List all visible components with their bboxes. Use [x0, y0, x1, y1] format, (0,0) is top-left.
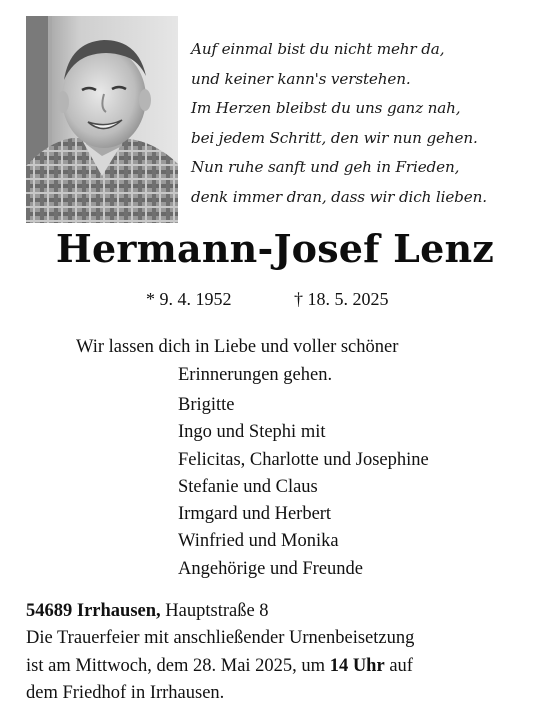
address [26, 597, 526, 625]
service-date-text: ist am Mittwoch, dem 28. Mai 2025, um [26, 655, 330, 676]
death-date: † 18. 5. 2025 [294, 289, 389, 309]
portrait-image [26, 16, 178, 223]
mourner-item: Angehörige und Freunde [178, 558, 363, 579]
address-street: Hauptstraße 8 [165, 601, 269, 621]
address-city: 54689 Irrhausen, [26, 601, 161, 621]
life-dates [0, 286, 550, 312]
service-time: 14 Uhr [329, 655, 385, 676]
portrait-photo [26, 16, 178, 223]
service-line: dem Friedhof in Irrhausen. [26, 683, 225, 703]
service-line [26, 653, 531, 681]
poem-line: denk immer dran, dass wir dich lieben. [191, 187, 487, 206]
poem [191, 35, 541, 213]
poem-line: Im Herzen bleibst du uns ganz nah, [191, 99, 461, 118]
farewell-line: Wir lassen dich in Liebe und voller schöner [76, 337, 399, 357]
farewell-line: Erinnerungen gehen. [178, 365, 333, 385]
funeral-service-info [26, 625, 531, 708]
mourner-item: Felicitas, Charlotte und Josephine [178, 449, 429, 470]
mourner-item: Stefanie und Claus [178, 476, 318, 497]
mourner-item: Brigitte [178, 395, 235, 415]
mourner-item: Ingo und Stephi mit [178, 422, 326, 443]
service-line: Die Trauerfeier mit anschließender Urnenbeisetzung [26, 628, 415, 648]
farewell-text [76, 333, 516, 389]
poem-line: Nun ruhe sanft und geh in Frieden, [191, 158, 460, 177]
birth-date: * 9. 4. 1952 [146, 289, 232, 309]
poem-line: Auf einmal bist du nicht mehr da, [191, 40, 445, 58]
mourner-item: Irmgard und Herbert [178, 504, 332, 525]
poem-line: und keiner kann's verstehen. [191, 69, 411, 88]
mourner-item: Winfried und Monika [178, 531, 339, 552]
service-line-end: auf [384, 655, 413, 676]
deceased-name: Hermann-Josef Lenz [55, 226, 495, 271]
mourners-list [178, 392, 538, 583]
poem-line: bei jedem Schritt, den wir nun gehen. [191, 128, 478, 147]
